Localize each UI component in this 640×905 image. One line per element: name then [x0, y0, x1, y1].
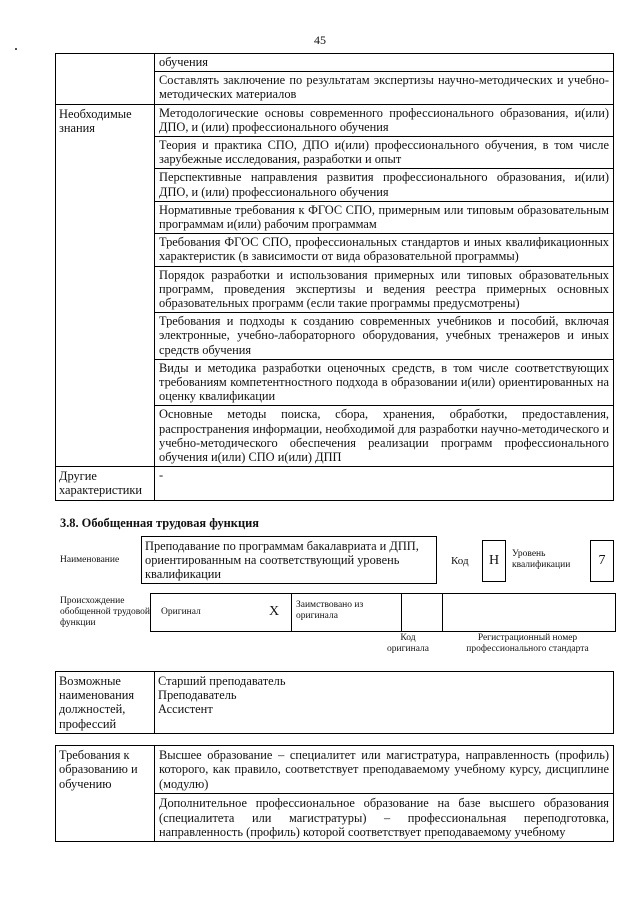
row-text: Перспективные направления развития профессионального образования, и(или) ДПО, и (или) профессионального обучения: [155, 169, 614, 201]
positions-table: [55, 671, 614, 734]
original-mark: X: [269, 604, 280, 619]
knowledge-row: [56, 467, 614, 500]
row-text: Составлять заключение по результатам экспертизы научно-методических и учебно-методических материалов: [155, 72, 614, 104]
reg-number-caption: Регистрационный номер профессионального стандарта: [466, 633, 589, 654]
row-text: -: [155, 467, 614, 500]
code-label: Код: [451, 555, 469, 567]
positions-label: Возможные наименования должностей, профессий: [56, 672, 155, 734]
code-value: Н: [488, 553, 500, 568]
origin-divider-1: [291, 594, 292, 631]
position-item: Преподаватель: [158, 688, 237, 703]
position-item: Ассистент: [158, 702, 213, 717]
row-label: Другие характеристики: [56, 467, 155, 500]
row-text: Требования ФГОС СПО, профессиональных стандартов и иных квалификационных характеристик (в зависимости от вида образовательной программы): [155, 234, 614, 266]
origin-row-box: [150, 593, 616, 632]
row-text: Требования и подходы к созданию современных учебников и пособий, включая электронные, учебно-лабораторного оборудования, учебных тренажеров и иных средств обучения: [155, 313, 614, 360]
level-value: 7: [598, 553, 606, 568]
name-value-box: [141, 536, 437, 584]
row-text: обучения: [155, 54, 614, 72]
code-original-caption: Код оригинала: [387, 633, 429, 654]
positions-cell: [155, 672, 614, 734]
knowledge-row: [56, 104, 614, 136]
row-text: Порядок разработки и использования примерных или типовых образовательных программ, проведения экспертизы и ведения реестра примерных основных образовательных программ (если такие программы предусмотрены): [155, 266, 614, 313]
row-text: Нормативные требования к ФГОС СПО, примерным или типовым образовательным программам и(или) рабочим программам: [155, 201, 614, 233]
scan-speck: [15, 48, 17, 50]
code-value-box: [482, 540, 506, 582]
origin-label: Происхождение обобщенной трудовой функции: [60, 596, 150, 628]
row-text: Теория и практика СПО, ДПО и(или) профессионального обучения, в том числе зарубежные исследования, разработки и опыт: [155, 137, 614, 169]
name-value: Преподавание по программам бакалавриата и ДПП, ориентированным на соответствующий уровень квалификации: [145, 539, 419, 582]
row-label: Необходимые знания: [56, 104, 155, 467]
page-number: 45: [314, 33, 326, 47]
requirement-paragraph: Дополнительное профессиональное образование на базе высшего образования (специалитета или магистратуры) – профессиональная переподготовка, направленность (профиль) которой соответствует преподаваемому учебному: [155, 794, 614, 842]
level-value-box: [590, 540, 614, 582]
row-text: Методологические основы современного профессионального образования, и(или) ДПО, и (или) профессионального обучения: [155, 104, 614, 136]
requirements-table: [55, 745, 614, 842]
borrowed-label: Заимствовано из оригинала: [296, 600, 364, 621]
knowledge-table: [55, 53, 614, 501]
level-label: Уровень квалификации: [512, 549, 571, 570]
original-label: Оригинал: [161, 607, 201, 617]
section-title: 3.8. Обобщенная трудовая функция: [60, 516, 259, 530]
requirements-label: Требования к образованию и обучению: [56, 746, 155, 842]
requirement-paragraph: Высшее образование – специалитет или магистратура, направленность (профиль) которого, как правило, соответствует преподаваемому учебному курсу, дисциплине (модулю): [155, 746, 614, 794]
row-text: Основные методы поиска, сбора, хранения, обработки, предоставления, распространения информации, необходимой для разработки научно-методического и учебно-методического обеспечения реализации программ профессионального обучения и(или) СПО и(или) ДПП: [155, 406, 614, 467]
row-text: Виды и методика разработки оценочных средств, в том числе соответствующих требованиям компетентностного подхода в образовании и(или) ориентированных на оценку квалификации: [155, 359, 614, 406]
knowledge-row: [56, 54, 614, 72]
row-label: [56, 54, 155, 105]
position-item: Старший преподаватель: [158, 674, 286, 688]
origin-divider-3: [442, 594, 443, 631]
origin-divider-2: [401, 594, 402, 631]
name-label: Наименование: [60, 555, 120, 565]
